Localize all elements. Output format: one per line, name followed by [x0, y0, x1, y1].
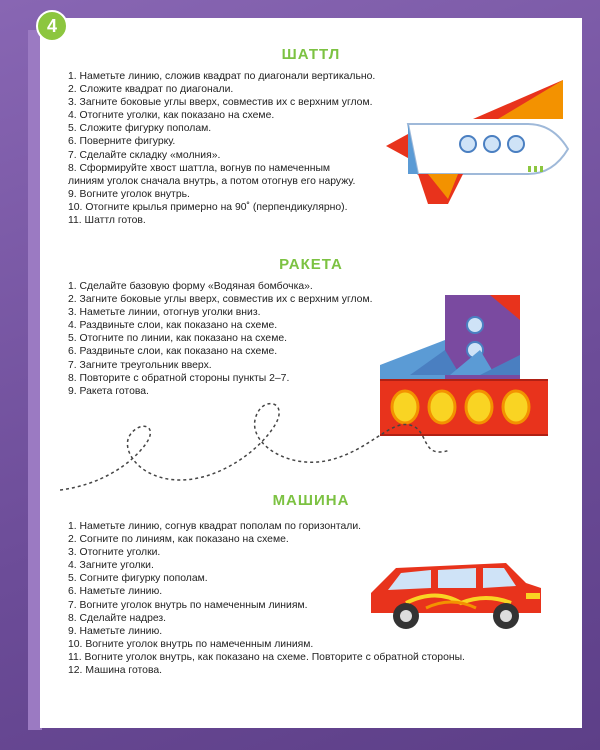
step-item: 3. Отогните уголки. — [68, 547, 161, 559]
step-item: 1. Сделайте базовую форму «Водяная бомбочка». — [68, 281, 313, 292]
step-item: 5. Сложите фигурку пополам. — [68, 123, 212, 135]
step-item: 9. Ракета готова. — [68, 385, 149, 397]
page-number-badge: 4 — [36, 10, 68, 42]
step-item: 9. Наметьте линию. — [68, 625, 163, 637]
step-item: 1. Наметьте линию, сложив квадрат по диагонали вертикально. — [68, 71, 376, 82]
step-item: линиям уголок сначала внутрь, а потом отогнув его наружу. — [68, 175, 356, 187]
step-item: 10. Отогните крылья примерно на 90˚ (перпендикулярно). — [68, 201, 348, 213]
section-title-shuttle: ШАТТЛ — [281, 46, 341, 63]
step-item: 8. Повторите с обратной стороны пункты 2–7. — [68, 372, 290, 384]
step-item: 12. Машина готова. — [68, 665, 163, 677]
step-item: 2. Согните по линиям, как показано на схеме. — [68, 534, 289, 546]
step-item: 10. Вогните уголок внутрь по намеченным линиям. — [68, 638, 314, 650]
step-item: 7. Загните треугольник вверх. — [68, 359, 212, 371]
step-item: 3. Наметьте линии, отогнув уголки вниз. — [68, 307, 261, 319]
steps-list-shuttle — [68, 70, 375, 227]
step-item: 4. Загните уголки. — [68, 560, 154, 572]
step-item: 9. Вогните уголок внутрь. — [68, 188, 190, 200]
step-item: 4. Отогните уголки, как показано на схеме. — [68, 110, 275, 122]
step-item: 6. Раздвиньте слои, как показано на схеме. — [68, 346, 278, 358]
step-item: 7. Сделайте складку «молния». — [68, 149, 221, 161]
step-item: 2. Сложите квадрат по диагонали. — [68, 84, 234, 96]
step-item: 8. Сделайте надрез. — [68, 612, 167, 624]
step-item: 4. Раздвиньте слои, как показано на схеме. — [68, 320, 278, 332]
dashed-loop-decoration — [60, 390, 460, 500]
step-item: 2. Загните боковые углы вверх, совместив их с верхним углом. — [68, 294, 373, 306]
step-item: 11. Вогните уголок внутрь, как показано на схеме. Повторите с обратной стороны. — [68, 651, 465, 663]
step-item: 6. Наметьте линию. — [68, 586, 163, 598]
instruction-sheet — [40, 18, 582, 728]
steps-list-rocket — [68, 280, 373, 398]
step-item: 1. Наметьте линию, согнув квадрат пополам по горизонтали. — [68, 521, 362, 532]
section-title-rocket: РАКЕТА — [279, 256, 343, 273]
step-item: 11. Шаттл готов. — [68, 215, 146, 227]
step-item: 8. Сформируйте хвост шаттла, вогнув по намеченным — [68, 162, 331, 174]
step-item: 5. Согните фигурку пополам. — [68, 573, 208, 585]
car-illustration — [366, 548, 546, 638]
step-item: 7. Вогните уголок внутрь по намеченным линиям. — [68, 599, 308, 611]
shuttle-illustration — [378, 74, 578, 214]
section-title-car: МАШИНА — [272, 492, 350, 509]
step-item: 5. Отогните по линии, как показано на схеме. — [68, 333, 288, 345]
step-item: 3. Загните боковые углы вверх, совместив их с верхним углом. — [68, 97, 373, 109]
step-item: 6. Поверните фигурку. — [68, 136, 176, 148]
